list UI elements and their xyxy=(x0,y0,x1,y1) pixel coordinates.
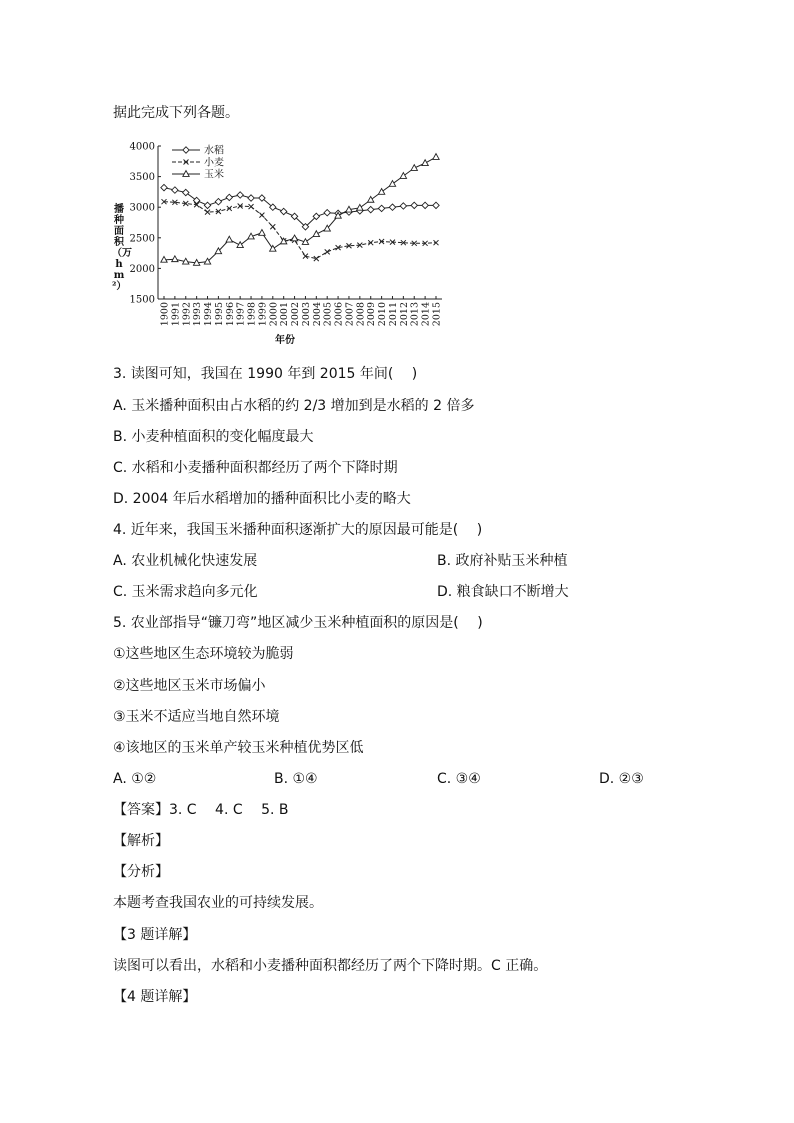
x-tick-label: 2005 xyxy=(322,302,334,327)
x-tick-label: 2013 xyxy=(409,302,421,327)
q5-statement-1: ①这些地区生态环境较为脆弱 xyxy=(113,646,294,662)
data-point-diamond xyxy=(280,208,286,214)
data-point-triangle xyxy=(313,231,319,237)
q5-option-c: C. ③④ xyxy=(437,771,481,787)
data-point-diamond xyxy=(161,184,167,190)
q4-option-b: B. 政府补贴玉米种植 xyxy=(437,553,568,569)
x-tick-label: 2006 xyxy=(333,302,345,327)
q5-stem: 5. 农业部指导“镰刀弯”地区减少玉米种植面积的原因是( ) xyxy=(113,615,483,631)
x-tick-label: 2000 xyxy=(268,302,280,327)
legend-label: 小麦 xyxy=(204,157,224,169)
x-tick-label: 1993 xyxy=(192,302,204,327)
y-tick-labels xyxy=(130,142,155,306)
x-tick-label: 1900 xyxy=(159,302,171,327)
data-point-triangle xyxy=(237,242,243,248)
y-tick-label: 1500 xyxy=(129,294,155,306)
data-point-cross xyxy=(249,204,254,209)
q5-statement-3: ③玉米不适应当地自然环境 xyxy=(113,709,280,725)
q4-detail-heading: 【4 题详解】 xyxy=(113,989,197,1005)
y-tick-label: 3500 xyxy=(129,172,155,184)
q4-option-a: A. 农业机械化快速发展 xyxy=(113,553,258,569)
data-point-diamond xyxy=(400,203,406,209)
q4-option-c: C. 玉米需求趋向多元化 xyxy=(113,584,258,600)
data-point-triangle xyxy=(389,181,395,187)
x-tick-label: 2003 xyxy=(300,302,312,327)
data-point-diamond xyxy=(433,202,439,208)
answer-line: 【答案】3. C 4. C 5. B xyxy=(113,802,289,818)
y-tick-label: 4000 xyxy=(129,141,155,153)
q5-option-a: A. ①② xyxy=(113,771,157,787)
q4-option-d: D. 粮食缺口不断增大 xyxy=(437,584,569,600)
chart-series xyxy=(161,154,439,266)
data-point-diamond xyxy=(215,198,221,204)
sown-area-line-chart xyxy=(112,138,448,348)
data-point-diamond xyxy=(411,202,417,208)
q5-statement-2: ②这些地区玉米市场偏小 xyxy=(113,678,266,694)
y-tick-label: 2000 xyxy=(129,263,155,275)
q3-option-c: C. 水稻和小麦播种面积都经历了两个下降时期 xyxy=(113,460,398,476)
data-point-triangle xyxy=(368,196,374,202)
x-axis-title: 年份 xyxy=(275,335,295,346)
analysis-heading: 【解析】 xyxy=(113,833,169,849)
data-point-triangle xyxy=(433,154,439,160)
data-point-diamond xyxy=(226,194,232,200)
q5-option-b: B. ①④ xyxy=(274,771,318,787)
x-tick-label: 1998 xyxy=(246,302,258,327)
fenxi-text: 本题考查我国农业的可持续发展。 xyxy=(113,895,323,911)
x-tick-label: 2011 xyxy=(387,302,399,327)
data-point-diamond xyxy=(248,195,254,201)
x-tick-label: 2010 xyxy=(377,302,389,327)
x-tick-label: 2004 xyxy=(311,302,323,327)
data-point-diamond xyxy=(368,206,374,212)
data-point-diamond xyxy=(237,192,243,198)
data-point-triangle xyxy=(259,230,265,236)
x-tick-label: 2001 xyxy=(279,302,291,327)
data-point-cross xyxy=(270,224,275,229)
fenxi-heading: 【分析】 xyxy=(113,864,169,880)
data-point-triangle xyxy=(172,256,178,262)
x-tick-label: 2009 xyxy=(366,302,378,327)
legend-label: 水稻 xyxy=(204,145,224,157)
data-point-diamond xyxy=(204,202,210,208)
chart-legend xyxy=(172,144,224,181)
data-point-diamond xyxy=(324,210,330,216)
x-tick-label: 1996 xyxy=(224,302,236,327)
data-point-cross xyxy=(205,210,210,215)
data-point-triangle xyxy=(378,189,384,195)
data-point-triangle xyxy=(400,173,406,179)
q3-stem: 3. 读图可知，我国在 1990 年到 2015 年间( ) xyxy=(113,366,418,382)
data-point-diamond xyxy=(389,204,395,210)
x-tick-label: 1997 xyxy=(235,302,247,327)
x-tick-label: 1999 xyxy=(257,302,269,327)
q3-option-b: B. 小麦种植面积的变化幅度最大 xyxy=(113,429,314,445)
intro-text: 据此完成下列各题。 xyxy=(113,105,239,121)
q5-statement-4: ④该地区的玉米单产较玉米种植优势区低 xyxy=(113,740,364,756)
data-point-diamond xyxy=(172,187,178,193)
x-tick-label: 1995 xyxy=(213,302,225,327)
data-point-cross xyxy=(259,213,264,218)
data-point-diamond xyxy=(422,202,428,208)
series-line-cross xyxy=(164,202,436,259)
data-point-diamond xyxy=(378,205,384,211)
y-axis-title-vertical: 播种面积（万hm²） xyxy=(112,204,132,292)
x-tick-label: 2012 xyxy=(398,302,410,327)
q4-stem: 4. 近年来，我国玉米播种面积逐渐扩大的原因最可能是( ) xyxy=(113,522,483,538)
y-tick-label: 3000 xyxy=(129,202,155,214)
legend-label: 玉米 xyxy=(204,169,224,181)
x-tick-labels xyxy=(160,302,443,326)
x-tick-label: 2008 xyxy=(355,302,367,327)
data-point-triangle xyxy=(226,236,232,242)
q3-detail-heading: 【3 题详解】 xyxy=(113,927,197,943)
x-tick-label: 2007 xyxy=(344,302,356,327)
x-tick-label: 2002 xyxy=(290,302,302,327)
legend-marker-diamond xyxy=(183,147,189,153)
q3-detail-text: 读图可以看出，水稻和小麦播种面积都经历了两个下降时期。C 正确。 xyxy=(113,958,548,974)
q3-option-d: D. 2004 年后水稻增加的播种面积比小麦的略大 xyxy=(113,491,411,507)
q5-option-d: D. ②③ xyxy=(599,771,644,787)
data-point-cross xyxy=(325,249,330,254)
x-tick-label: 2015 xyxy=(431,302,443,327)
y-tick-label: 2500 xyxy=(129,233,155,245)
x-tick-label: 2014 xyxy=(420,302,432,327)
chart-axes xyxy=(158,146,442,299)
data-point-triangle xyxy=(422,160,428,166)
q3-option-a: A. 玉米播种面积由占水稻的约 2/3 增加到是水稻的 2 倍多 xyxy=(113,398,475,414)
x-tick-label: 1992 xyxy=(181,302,193,327)
x-tick-label: 1991 xyxy=(170,302,182,327)
x-tick-label: 1994 xyxy=(203,302,215,327)
data-point-triangle xyxy=(357,204,363,210)
